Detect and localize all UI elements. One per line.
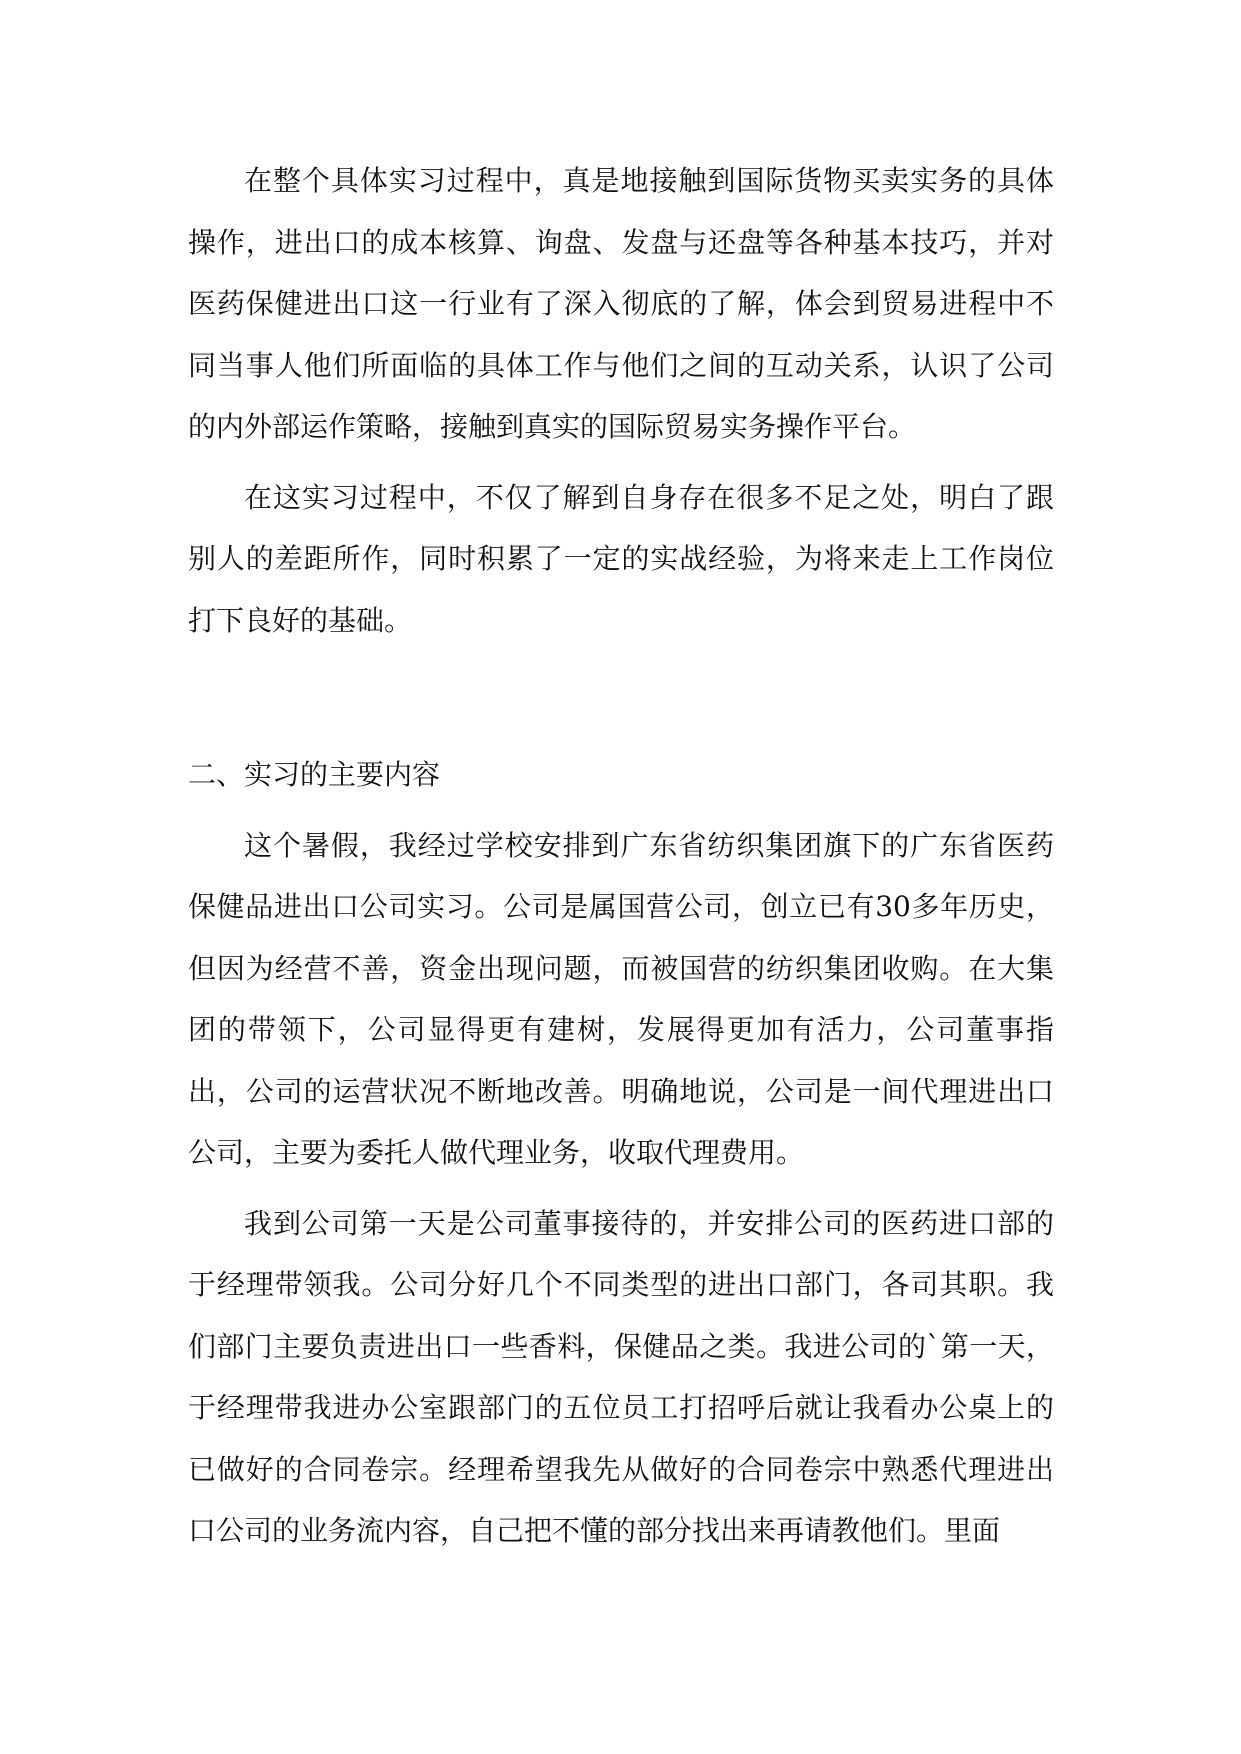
paragraph-spacer	[188, 806, 1054, 815]
paragraph-internship-process: 在整个具体实习过程中，真是地接触到国际货物买卖实务的具体操作，进出口的成本核算、询盘、发盘与还盘等各种基本技巧，并对医药保健进出口这一行业有了深入彻底的了解，体会到贸易进程中不同当事人他们所面临的具体工作与他们之间的互动关系，认识了公司的内外部运作策略，接触到真实的国际贸易实务操作平台。	[188, 164, 1054, 443]
paragraph-company-intro: 这个暑假，我经过学校安排到广东省纺织集团旗下的广东省医药保健品进出口公司实习。公司是属国营公司，创立已有30多年历史，但因为经营不善，资金出现问题，而被国营的纺织集团收购。在大集团的带领下，公司显得更有建树，发展得更加有活力，公司董事指出，公司的运营状况不断地改善。明确地说，公司是一间代理进出口公司，主要为委托人做代理业务，收取代理费用。	[188, 828, 1054, 1169]
paragraph-spacer	[188, 458, 1054, 467]
section-heading: 二、实习的主要内容	[188, 758, 441, 791]
paragraph-internship-gains: 在这实习过程中，不仅了解到自身存在很多不足之处，明白了跟别人的差距所作，同时积累了一定的实战经验，为将来走上工作岗位打下良好的基础。	[188, 480, 1054, 637]
paragraph-first-day: 我到公司第一天是公司董事接待的，并安排公司的医药进口部的于经理带领我。公司分好几个不同类型的进出口部门，各司其职。我们部门主要负责进出口一些香料，保健品之类。我进公司的`第一天，于经理带我进办公室跟部门的五位员工打招呼后就让我看办公桌上的已做好的合同卷宗。经理希望我先从做好的合同卷宗中熟悉代理进出口公司的业务流内容，自己把不懂的部分找出来再请教他们。里面	[188, 1206, 1054, 1547]
paragraph-spacer	[188, 1184, 1054, 1193]
document-body	[188, 150, 1054, 1562]
section-spacer	[188, 651, 1054, 744]
